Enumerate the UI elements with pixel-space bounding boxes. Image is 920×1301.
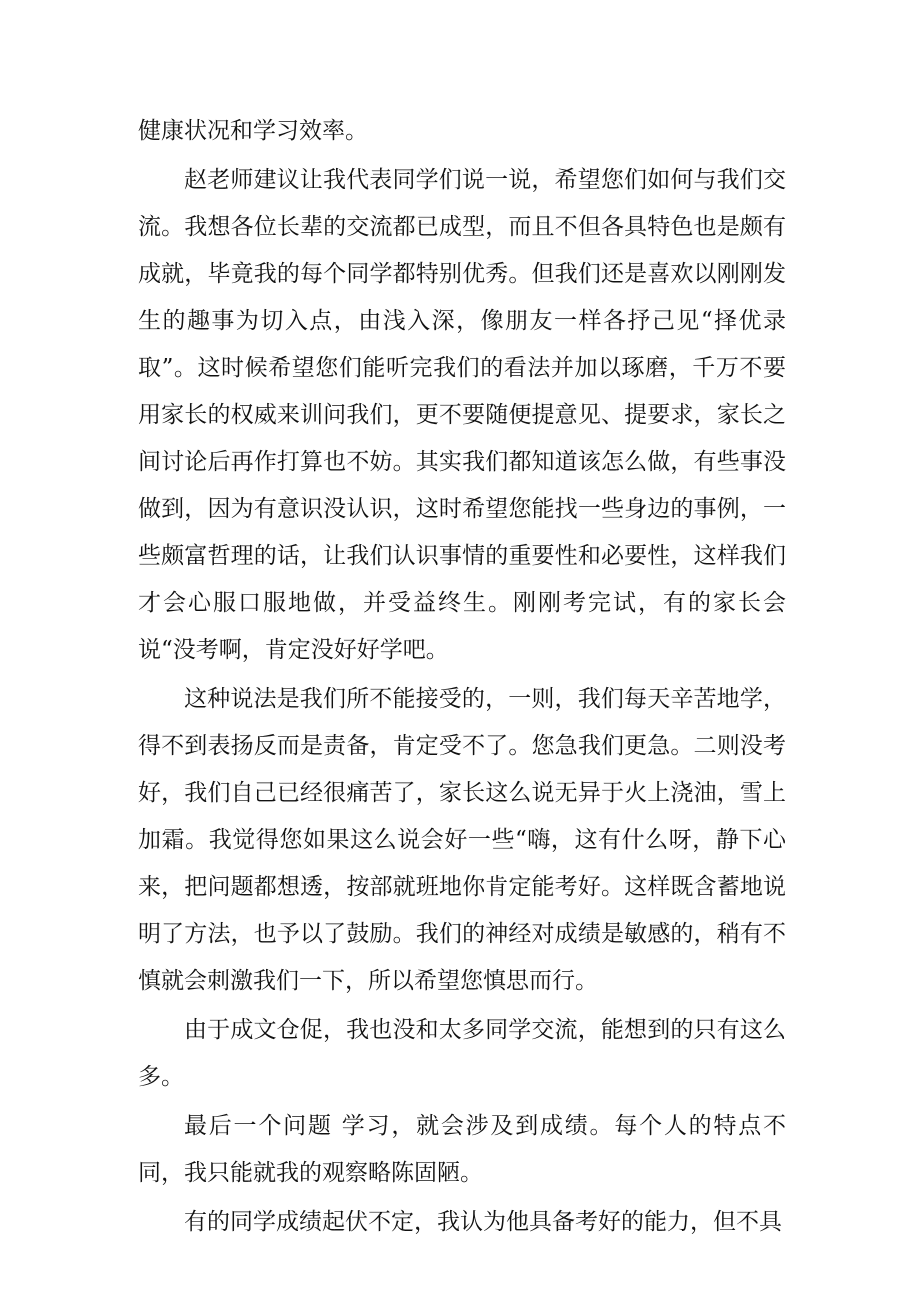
- paragraph-6: 有的同学成绩起伏不定，我认为他具备考好的能力，但不具: [184, 1209, 782, 1235]
- paragraph-2: 赵老师建议让我代表同学们说一说，希望您们如何与我们交流。我想各位长辈的交流都已成型，而且不但各具特色也是颇有成就，毕竟我的每个同学都特别优秀。但我们还是喜欢以刚刚发生的趣事为切入点，由浅入深，像朋友一样各抒己见“择优录取”。这时候希望您们能听完我们的看法并加以琢磨，千万不要用家长的权威来训问我们，更不要随便提意见、提要求，家长之间讨论后再作打算也不妨。其实我们都知道该怎么做，有些事没做到，因为有意识没认识，这时希望您能找一些身边的事例，一些颇富哲理的话，让我们认识事情的重要性和必要性，这样我们才会心服口服地做，并受益终生。刚刚考完试，有的家长会说“没考啊，肯定没好好学吧。: [138, 167, 786, 663]
- paragraph-5: 最后一个问题 学习，就会涉及到成绩。每个人的特点不同，我只能就我的观察略陈固陋。: [138, 1113, 786, 1186]
- document-body: [138, 108, 786, 1248]
- paragraph-3: 这种说法是我们所不能接受的，一则，我们每天辛苦地学，得不到表扬反而是责备，肯定受不了。您急我们更急。二则没考好，我们自己已经很痛苦了，家长这么说无异于火上浇油，雪上加霜。我觉得您如果这么说会好一些“嗨，这有什么呀，静下心来，把问题都想透，按部就班地你肯定能考好。这样既含蓄地说明了方法，也予以了鼓励。我们的神经对成绩是敏感的，稍有不慎就会刺激我们一下，所以希望您慎思而行。: [138, 686, 786, 994]
- paragraph-1: 健康状况和学习效率。: [138, 118, 368, 144]
- paragraph-4: 由于成文仓促，我也没和太多同学交流，能想到的只有这么多。: [138, 1017, 786, 1090]
